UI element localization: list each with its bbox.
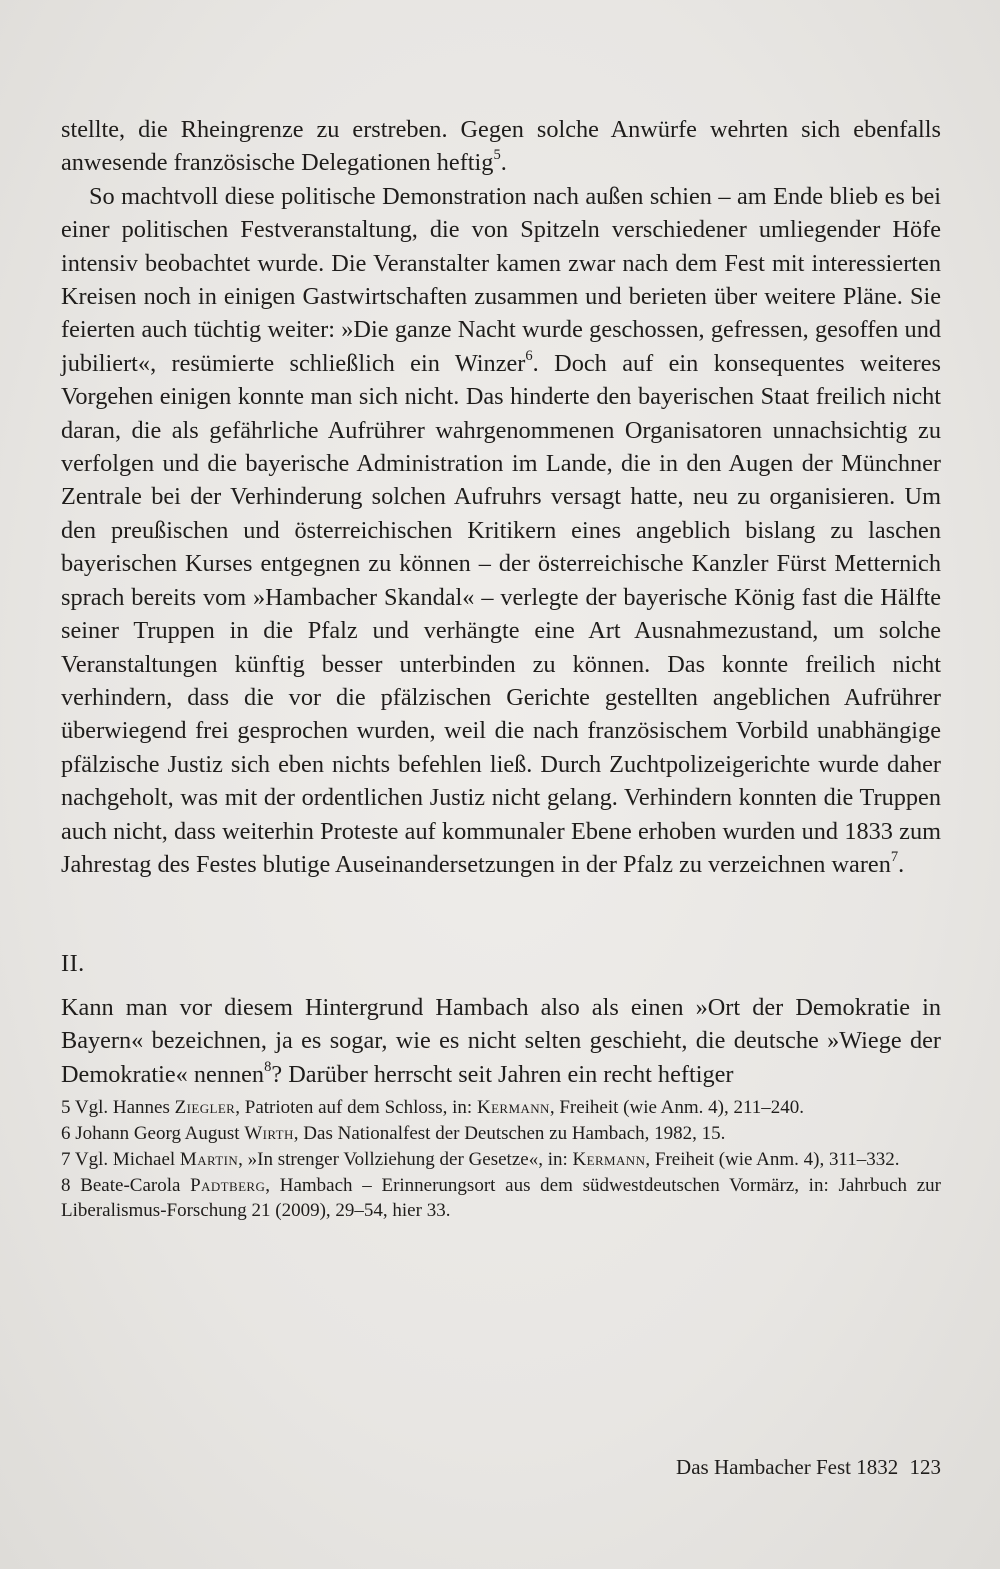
text-run: . — [500, 149, 507, 177]
text-run: , Freiheit (wie Anm. 4), 311–332. — [645, 1148, 900, 1170]
author-surname: Ziegler — [174, 1096, 236, 1118]
text-run: stellte, die Rheingrenze zu erstreben. Gegen solche Anwürfe wehrten sich ebenfalls anwesende französische Delegationen heftig — [61, 116, 941, 177]
footnote-marker: 5 — [493, 147, 501, 164]
paragraph — [61, 113, 941, 180]
footnote — [61, 1173, 941, 1223]
footnote — [61, 1147, 941, 1172]
running-title: Das Hambacher Fest 1832 — [676, 1455, 899, 1479]
author-surname: Padtberg — [190, 1174, 266, 1196]
text-run: , Freiheit (wie Anm. 4), 211–240. — [549, 1096, 805, 1118]
text-run: 5 Vgl. Hannes — [61, 1096, 175, 1118]
page-number: 123 — [909, 1455, 941, 1479]
footnote-marker: 6 — [525, 347, 533, 364]
author-surname: Martin — [179, 1148, 239, 1170]
text-run: ? Darüber herrscht seit Jahren ein recht heftiger — [271, 1060, 734, 1088]
section-heading: II. — [61, 950, 85, 978]
page-content — [61, 113, 941, 1224]
author-surname: Kermann — [476, 1096, 550, 1118]
text-run: 6 Johann Georg August — [61, 1122, 245, 1144]
text-run: , Patrioten auf dem Schloss, in: — [235, 1096, 477, 1118]
paragraph — [61, 180, 941, 882]
author-surname: Wirth — [244, 1122, 294, 1144]
text-run: 7 Vgl. Michael — [61, 1148, 180, 1170]
body-text — [61, 113, 941, 1091]
text-run: , »In strenger Vollziehung der Gesetze«, in: — [238, 1148, 573, 1170]
paragraph — [61, 991, 941, 1091]
running-footer — [676, 1454, 941, 1480]
footnote-marker: 7 — [890, 849, 899, 866]
footnote — [61, 1121, 941, 1146]
footnote — [61, 1095, 941, 1120]
text-run: Kann man vor diesem Hintergrund Hambach also als einen »Ort der Demokratie in Bayern« bezeichnen, ja es sogar, wie es nicht selten geschieht, die deutsche »Wiege der Demokratie« nennen — [61, 993, 941, 1088]
text-run: So machtvoll diese politische Demonstration nach außen schien – am Ende blieb es bei einer politischen Festveranstaltung, die von Spitzeln verschiedener umliegender Höfe intensiv beobachtet wurde. Die Veranstalter kamen zwar nach dem Fest mit interessierten Kreisen noch in einigen Gastwirtschaften zusammen und berieten über weitere Pläne. Sie feierten auch tüchtig weiter: »Die ganze Nacht wurde geschossen, gefressen, gesoffen und jubiliert«, resümierte schließlich ein Winzer — [61, 182, 941, 377]
footnotes — [61, 1095, 941, 1223]
author-surname: Kermann — [572, 1148, 646, 1170]
text-run: . — [898, 850, 905, 878]
text-run: 8 Beate-Carola — [61, 1174, 191, 1196]
footnote-marker: 8 — [264, 1058, 272, 1075]
text-run: , Das Nationalfest der Deutschen zu Hambach, 1982, 15. — [293, 1122, 726, 1144]
text-run: . Doch auf ein konsequentes weiteres Vorgehen einigen konnte man sich nicht. Das hinderte den bayerischen Staat freilich nicht daran, die als gefährliche Aufrührer wahrgenommenen Organisatoren unnachsichtig zu verfolgen und die bayerische Administration im Lande, die in den Augen der Münchner Zentrale bei der Verhinderung solchen Aufruhrs versagt hatte, neu zu organisieren. Um den preußischen und österreichischen Kritikern eines angeblich bislang zu laschen bayerischen Kurses entgegnen zu können – der österreichische Kanzler Fürst Metternich sprach bereits vom »Hambacher Skandal« – verlegte der bayerische König fast die Hälfte seiner Truppen in die Pfalz und verhängte eine Art Ausnahmezustand, um solche Veranstaltungen künftig besser unterbinden zu können. Das konnte freilich nicht verhindern, dass die vor die pfälzischen Gerichte gestellten angeblichen Aufrührer überwiegend frei gesprochen wurden, weil die nach französischem Vorbild unabhängige pfälzische Justiz sich eben nichts befehlen ließ. Durch Zuchtpolizeigerichte wurde daher nachgeholt, was mit der ordentlichen Justiz nicht gelang. Verhindern konnten die Truppen auch nicht, dass weiterhin Proteste auf kommunaler Ebene erhoben wurden und 1833 zum Jahrestag des Festes blutige Auseinandersetzungen in der Pfalz zu verzeichnen waren — [61, 349, 942, 878]
text-run: , Hambach – Erinnerungsort aus dem südwestdeutschen Vormärz, in: Jahrbuch zur Liberalismus-Forschung 21 (2009), 29–54, hier 33. — [61, 1174, 941, 1221]
